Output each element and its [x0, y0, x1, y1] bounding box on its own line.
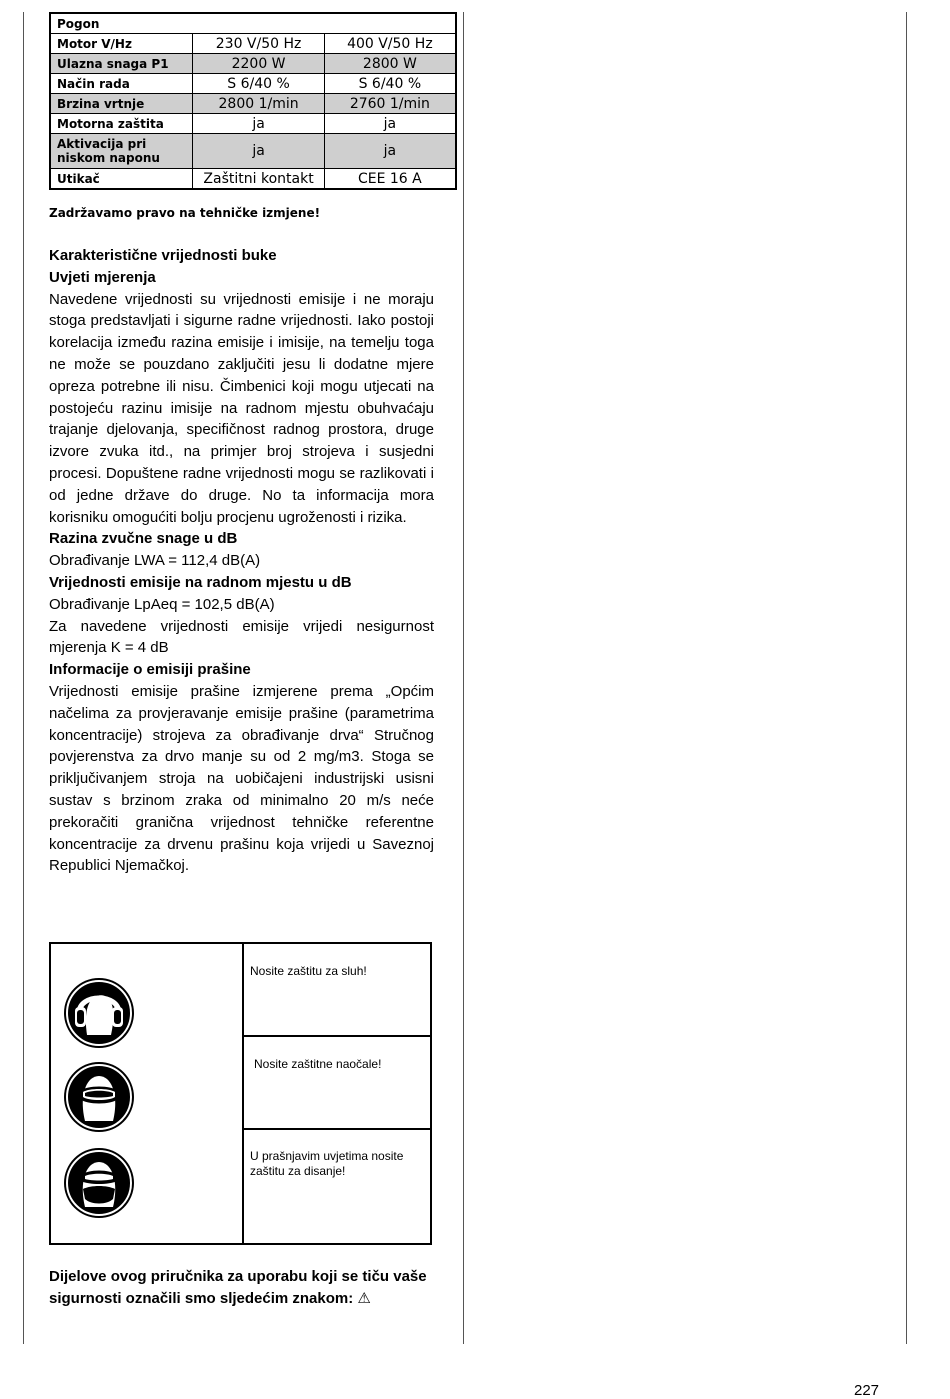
row-label: Ulazna snaga P1 [50, 54, 193, 74]
noise-title: Karakteristične vrijednosti buke [49, 247, 277, 264]
sound-power-title: Razina zvučne snage u dB [49, 530, 238, 548]
hearing-protection-text: Nosite zaštitu za sluh! [244, 944, 430, 1037]
row-value-230v: ja [193, 134, 324, 169]
right-rule [906, 12, 907, 1344]
table-row [50, 74, 456, 94]
row-value-230v: 2800 1/min [193, 94, 324, 114]
row-value-400v: 2800 W [324, 54, 456, 74]
center-rule [463, 12, 464, 1344]
row-value-230v: Zaštitni kontakt [193, 169, 324, 190]
specs-table [49, 12, 457, 190]
warning-triangle-icon: ⚠ [357, 1290, 371, 1307]
respiratory-protection-text: U prašnjavim uvjetima nosite zaštitu za disanje! [250, 1149, 404, 1178]
table-row [50, 169, 456, 190]
row-value-400v: 400 V/50 Hz [324, 34, 456, 54]
row-label: Način rada [50, 74, 193, 94]
eye-protection-text: Nosite zaštitne naočale! [244, 1037, 430, 1130]
row-label: Motor V/Hz [50, 34, 193, 54]
respiratory-protection-icon [63, 1147, 135, 1219]
table-row [50, 54, 456, 74]
safety-marker-note [49, 1266, 439, 1310]
row-value-230v: S 6/40 % [193, 74, 324, 94]
dust-emission-title: Informacije o emisiji prašine [49, 661, 251, 679]
row-label: Utikač [50, 169, 193, 190]
technical-changes-note: Zadržavamo pravo na tehničke izmjene! [49, 206, 321, 220]
row-label: Aktivacija pri niskom naponu [50, 134, 193, 169]
table-row [50, 34, 456, 54]
noise-section [49, 245, 434, 877]
specs-header-row [50, 13, 456, 34]
left-rule [23, 12, 24, 1344]
page-number: 227 [854, 1382, 880, 1399]
workplace-emission-title: Vrijednosti emisije na radnom mjestu u dB [49, 573, 352, 591]
row-label: Motorna zaštita [50, 114, 193, 134]
uncertainty-text: Za navedene vrijednosti emisije vrijedi nesigurnost mjerenja K = 4 dB [49, 617, 434, 657]
table-row [50, 94, 456, 114]
row-value-400v: ja [324, 114, 456, 134]
eye-protection-icon [63, 1061, 135, 1133]
row-value-230v: 2200 W [193, 54, 324, 74]
row-value-400v: CEE 16 A [324, 169, 456, 190]
sound-power-value: Obrađivanje LWA = 112,4 dB(A) [49, 552, 261, 570]
noise-intro-paragraph: Navedene vrijednosti su vrijednosti emisije i ne moraju stoga predstavljati i sigurne radne vrijednosti. Iako postoji korelacija između razina emisije i imisije, na temelju toga ne može se pouzdano zaključiti jesu li dodatne mjere opreza potrebne ili nisu. Čimbenici koji mogu utjecati na postojeću razinu imisije na radnom mjestu obuhvaćaju trajanje djelovanja, specifičnost radnog prostora, druge izvore zvuka itd., na primjer broj strojeva i susjedni procesi. Dopuštene radne vrijednosti mogu se razlikovati i od jedne države do druge. No ta informacija mora korisniku omogućiti bolju procjenu ugroženosti i rizika. [49, 290, 434, 526]
row-label: Brzina vrtnje [50, 94, 193, 114]
workplace-emission-value: Obrađivanje LpAeq = 102,5 dB(A) [49, 595, 275, 613]
measurement-conditions-title: Uvjeti mjerenja [49, 268, 156, 286]
row-value-400v: S 6/40 % [324, 74, 456, 94]
table-row [50, 114, 456, 134]
dust-emission-paragraph: Vrijednosti emisije prašine izmjerene prema „Općim načelima za provjeravanje emisije prašine (parametrima koncentracije) strojeva za obrađivanje drva“ Stručnog povjerenstva za drvo manje su od 2 mg/m3. Stoga se priključivanjem stroja na uobičajeni industrijski usisni sustav s brzinom zraka od minimalno 20 m/s neće prekoračiti granična vrijednost tehničke referentne koncentracije za drvenu prašinu koja vrijedi u Saveznoj Republici Njemačkoj. [49, 682, 434, 875]
safety-signs-box [49, 942, 432, 1245]
ear-protection-icon [63, 977, 135, 1049]
specs-header: Pogon [50, 13, 456, 34]
safety-marker-text: Dijelove ovog priručnika za uporabu koji se tiču vaše sigurnosti označili smo sljedećim znakom: [49, 1268, 427, 1307]
row-value-400v: 2760 1/min [324, 94, 456, 114]
row-value-230v: 230 V/50 Hz [193, 34, 324, 54]
row-value-400v: ja [324, 134, 456, 169]
table-row [50, 134, 456, 169]
safety-icons-column [51, 944, 244, 1243]
row-value-230v: ja [193, 114, 324, 134]
